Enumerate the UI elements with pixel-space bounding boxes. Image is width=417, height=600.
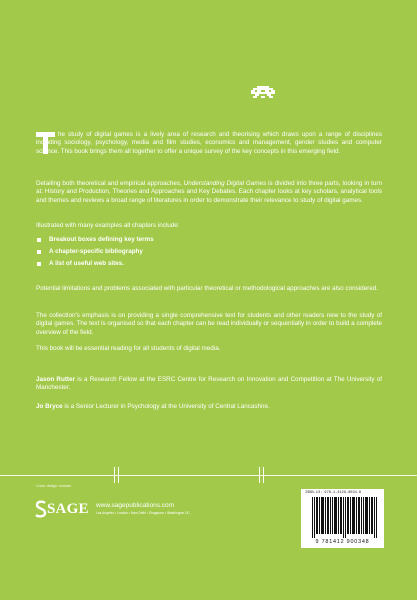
isbn-label: ISBN-13: 978-1-4129-0034-8 bbox=[305, 491, 362, 495]
feature-item: A chapter-specific bibliography bbox=[36, 248, 154, 260]
author-bio-2 bbox=[36, 403, 382, 411]
feature-item: Breakout boxes defining key terms bbox=[36, 236, 154, 248]
limitations-paragraph: Potential limitations and problems associated with particular theoretical or methodological approaches are also considered. bbox=[36, 285, 378, 292]
emphasis-paragraph: The collection's emphasis is on providing a single comprehensive text for students and other readers new to the study of digital games. The text is organised so that each chapter can be read individually or sequentially in order to build a complete overview of the field. bbox=[36, 312, 382, 336]
overview-paragraph bbox=[36, 180, 382, 205]
cover-credit: Cover design: Iceman bbox=[36, 484, 71, 488]
book-title: Understanding Digital Games bbox=[183, 180, 267, 187]
divider-tick bbox=[263, 467, 264, 483]
overview-text-start: Detailing both theoretical and empirical approaches, bbox=[36, 180, 182, 187]
publisher-logo: SAGE bbox=[47, 501, 89, 517]
publisher-url[interactable]: www.sagepublications.com bbox=[96, 502, 175, 509]
divider-tick bbox=[118, 467, 119, 483]
publisher-cities: Los Angeles • London • New Delhi • Singapore • Washington DC bbox=[96, 511, 190, 515]
audience-paragraph: This book will be essential reading for all students of digital media. bbox=[36, 345, 221, 352]
features-list bbox=[36, 236, 154, 272]
author-name: Jo Bryce bbox=[36, 403, 63, 410]
author-bio-text: is a Research Fellow at the ESRC Centre for Research on Innovation and Competition at The University of Manchester. bbox=[36, 376, 382, 392]
space-invader-icon bbox=[251, 86, 275, 100]
author-name: Jason Rutter bbox=[36, 376, 75, 383]
overview-text-end: is divided into three parts, looking in turn at: History and Production, Theories and Approaches and Key Debates. Each chapter looks at key scholars, analytical tools and themes and reviews a broad range of literatures in order to demonstrate their relevance to study of digital games. bbox=[36, 180, 382, 204]
divider-tick bbox=[114, 467, 115, 483]
divider-rule bbox=[0, 475, 417, 476]
barcode-icon bbox=[312, 497, 378, 538]
barcode-number: 9 781412 900348 bbox=[315, 539, 370, 545]
features-intro: Illustrated with many examples all chapters include: bbox=[36, 222, 180, 229]
feature-item: A list of useful web sites. bbox=[36, 260, 154, 272]
divider-tick bbox=[259, 467, 260, 483]
sage-logo-mark bbox=[34, 500, 48, 518]
author-bio-1 bbox=[36, 376, 382, 393]
author-bio-text: is a Senior Lecturer in Psychology at the University of Central Lancashire. bbox=[64, 403, 270, 410]
intro-paragraph: he study of digital games is a lively area of research and theorising which draws upon a range of disciplines including sociology, psychology, media and film studies, economics and management, gender studies and computer science. This book brings them all together to offer a unique survey of the key concepts in this emerging field. bbox=[36, 131, 382, 155]
